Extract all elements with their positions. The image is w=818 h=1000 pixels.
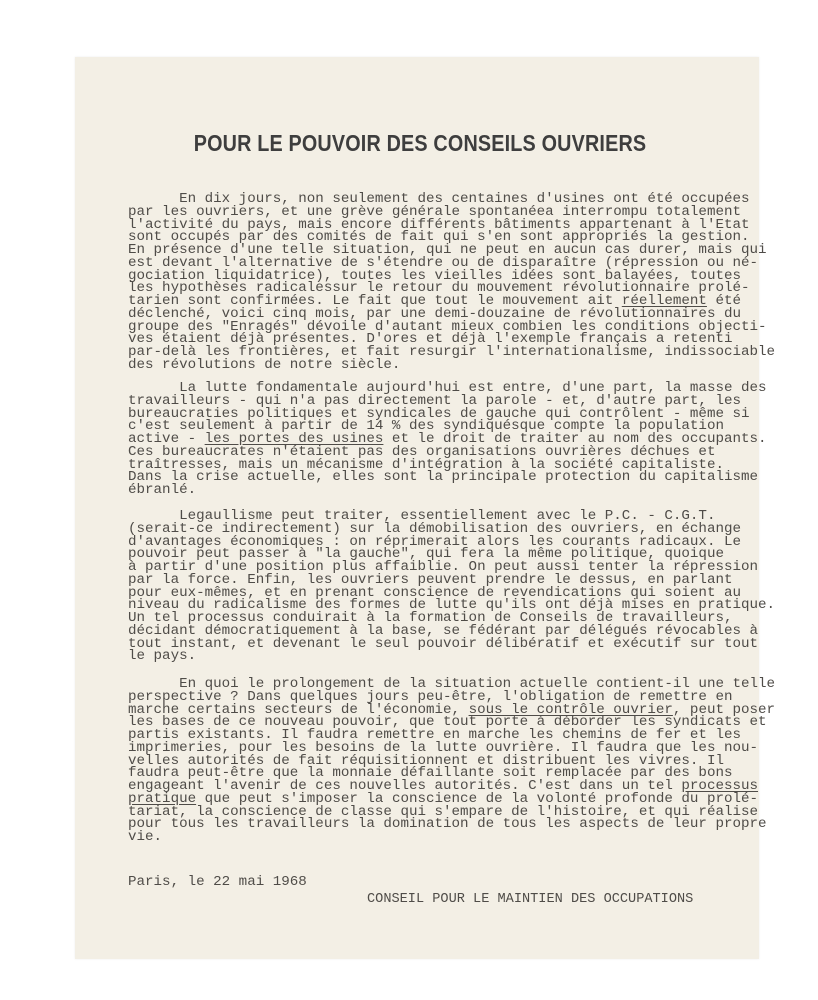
paragraph-2 (128, 382, 767, 497)
text-segment: par les ouvriers, et une grève générale spontanéea interrompu totalement (128, 203, 741, 220)
text-segment: tariat, la conscience de classe qui s'empare de l'histoire, et qui réalise (128, 803, 759, 820)
text-segment: des révolutions de notre siècle. (128, 356, 401, 373)
text-line (128, 831, 775, 844)
text-segment: Legaullisme peut traiter, essentiellement avec le P.C. - C.G.T. (128, 508, 716, 524)
text-segment: groupe des "Enragés" dévoile d'autant mieux combien les conditions objecti- (128, 318, 767, 335)
text-segment: engageant l'avenir de ces nouvelles autorités. C'est dans un tel (128, 778, 682, 794)
text-segment: les bases de ce nouveau pouvoir, que tout porte à déborder les syndicats et (128, 714, 767, 731)
text-segment: pour tous les travailleurs la domination de tous les aspects de leur propre (128, 816, 767, 833)
text-segment: En présence d'une telle situation, qui ne peut en aucun cas durer, mais qui (128, 242, 767, 258)
text-segment: tarien sont confirmées. Le fait que tout le mouvement ait (128, 293, 622, 309)
text-segment: est devant l'alternative de s'étendre ou de disparaître (répression ou né- (128, 254, 759, 271)
text-segment: vie. (128, 829, 163, 845)
text-segment: Un tel processus conduirait à la formation de Conseils de travailleurs, (128, 610, 733, 626)
text-segment: travailleurs - qui n'a pas directement la parole - et, d'autre part, les (128, 392, 741, 409)
underlined-text: les portes des usines (204, 431, 384, 447)
text-segment: le pays. (128, 648, 197, 665)
text-segment: pouvoir peut passer à "la gauche", qui fera la même politique, quoique (128, 546, 724, 563)
paragraph-4 (128, 678, 775, 844)
text-segment: gociation liquidatrice), toutes les vieilles idées sont balayées, toutes (128, 267, 741, 284)
paragraph-1 (128, 193, 775, 372)
text-segment: par la force. Enfin, les ouvriers peuvent prendre le dessus, en parlant (128, 571, 733, 588)
text-line (128, 818, 775, 831)
text-segment: à partir d'une position plus affaiblie. On peut aussi tenter la répression (128, 559, 759, 575)
text-segment: imprimeries, pour les besoins de la lutte ouvrière. Il faudra que les nou- (128, 739, 759, 756)
text-segment: les hypothèses radicalessur le retour du mouvement révolutionnaire prolé- (128, 280, 750, 297)
text-segment: Ces bureaucrates n'étaient pas des organisations ouvrières déchues et (128, 443, 716, 460)
text-segment: faudra peut-être que la monnaie défaillante soit remplacée par des bons (128, 765, 733, 782)
text-line (128, 635, 775, 652)
signature: CONSEIL POUR LE MAINTIEN DES OCCUPATIONS (367, 892, 694, 907)
text-segment: partis existants. Il faudra remettre en marche les chemins de fer et les (128, 727, 741, 743)
text-segment: été (706, 293, 742, 309)
text-segment: bureaucraties politiques et syndicales de gauche qui contrôlent - même si (128, 405, 750, 422)
underlined-text: sous le contrôle ouvrier (468, 701, 673, 718)
paragraph-3 (128, 510, 775, 663)
text-line (128, 650, 775, 663)
text-segment: traîtresses, mais un mécanisme d'intégration à la société capitaliste. (128, 456, 724, 473)
text-segment: velles autorités de fait réquisitionnent et distribuent les vivres. Il (128, 752, 724, 769)
text-segment: l'activité du pays, mais encore différents bâtiments appartenant à l'Etat (128, 216, 750, 233)
underlined-text: pratique (128, 790, 197, 807)
text-segment: perspective ? Dans quelques jours peu-être, l'obligation de remettre en (128, 688, 733, 705)
text-segment: En dix jours, non seulement des centaines d'usines ont été occupées (128, 191, 750, 207)
text-segment: pour eux-mêmes, et en prenant conscience de revendications qui soient au (128, 584, 741, 601)
text-segment: tout instant, et devenant le seul pouvoir délibératif et exécutif sur tout (128, 635, 759, 652)
text-segment: décidant démocratiquement à la base, se fédérant par délégués révocables à (128, 622, 759, 639)
text-segment: par-delà les frontières, et fait resurgir l'internationalisme, indissociable (128, 344, 776, 360)
text-segment: active - (128, 431, 205, 447)
text-segment: En quoi le prolongement de la situation actuelle contient-il une telle (128, 676, 776, 692)
text-segment: ébranlé. (128, 482, 197, 498)
text-segment: (serait-ce indirectement) sur la démobilisation des ouvriers, en échange (128, 520, 741, 537)
text-segment: marche certains secteurs de l'économie, (128, 701, 469, 718)
text-segment: Dans la crise actuelle, elles sont la principale protection du capitalisme (128, 469, 759, 486)
text-segment: niveau du radicalisme des formes de lutte qu'ils ont déjà mises en pratique. (128, 597, 776, 614)
text-line (128, 356, 775, 373)
text-segment: , peut poser (672, 701, 776, 718)
text-segment: que peut s'imposer la conscience de la volonté profonde du prolé- (196, 790, 759, 807)
text-segment: déclenché, voici cinq mois, par une demi-douzaine de révolutionnaires du (128, 305, 741, 322)
text-line (128, 471, 767, 484)
text-segment: La lutte fondamentale aujourd'hui est entre, d'une part, la masse des (128, 380, 767, 396)
text-line (128, 484, 767, 497)
underlined-text: réellement (621, 293, 707, 309)
text-segment: sont occupés par des comités de fait qui s'en sont appropriés la gestion. (128, 229, 750, 246)
document-title: POUR LE POUVOIR DES CONSEILS OUVRIERS (193, 130, 647, 156)
underlined-text: processus (681, 778, 759, 794)
text-segment: c'est seulement à partir de 14 % des syndiquésque compte la population (128, 418, 724, 435)
text-segment: et le droit de traiter au nom des occupants. (383, 431, 767, 447)
text-segment: ves étaient déjà présentes. D'ores et déjà l'exemple français a retenti (128, 331, 733, 348)
text-segment: d'avantages économiques : on réprimerait alors les courants radicaux. Le (128, 533, 741, 550)
date-line: Paris, le 22 mai 1968 (128, 874, 307, 890)
